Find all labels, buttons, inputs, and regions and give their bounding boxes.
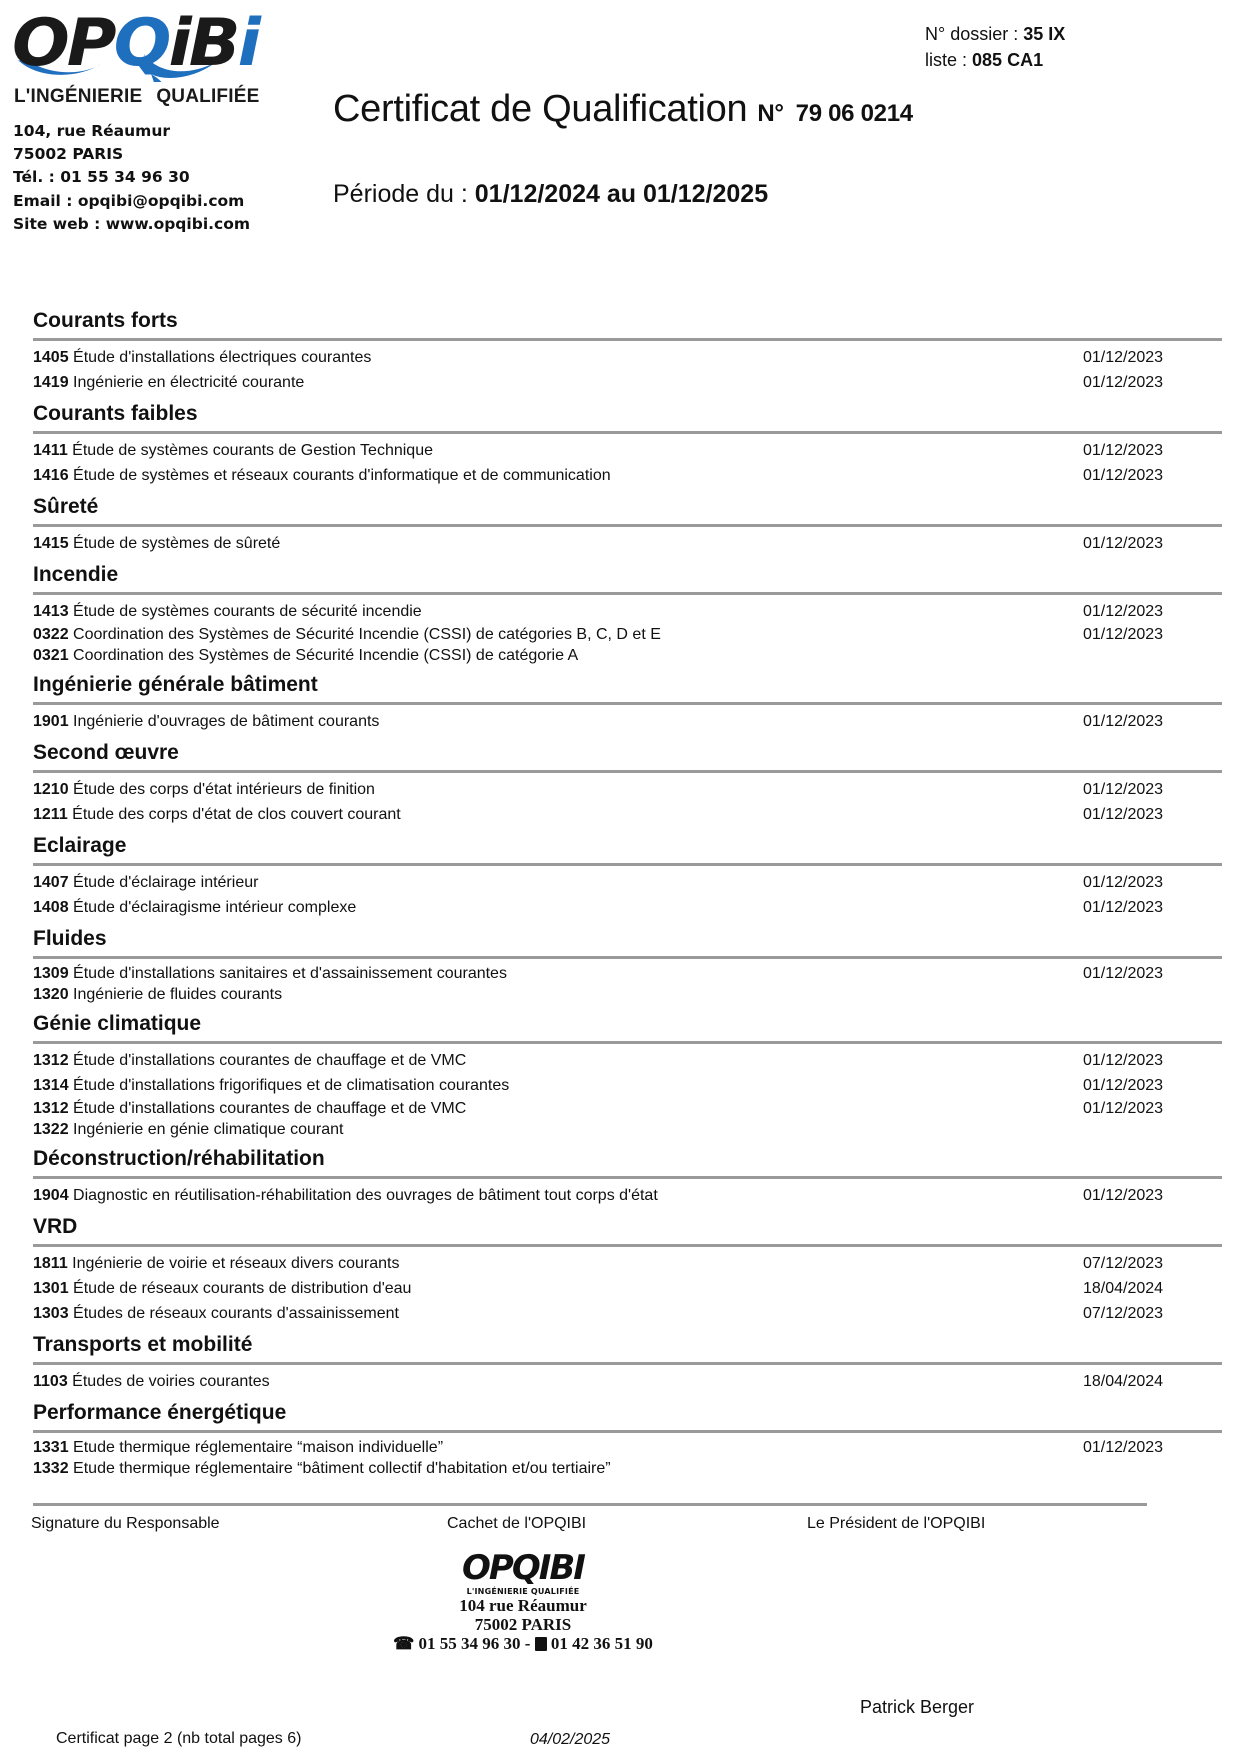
qualification-row bbox=[33, 870, 1222, 895]
qualification-list bbox=[33, 306, 1222, 1483]
address-website: Site web : www.opqibi.com bbox=[13, 214, 251, 233]
section-divider bbox=[33, 431, 1222, 434]
qualification-code: 1303 bbox=[33, 1305, 69, 1322]
qualification-date: 01/12/2023 bbox=[1083, 626, 1164, 643]
fax-icon bbox=[535, 1637, 547, 1651]
section-divider bbox=[33, 338, 1222, 341]
qualification-row bbox=[33, 1276, 1222, 1301]
section-divider bbox=[33, 956, 1222, 959]
section-title: VRD bbox=[33, 1215, 78, 1238]
qualification-section bbox=[33, 1330, 1222, 1394]
address-phone: Tél. : 01 55 34 96 30 bbox=[13, 168, 190, 187]
qualification-date: 01/12/2023 bbox=[1083, 899, 1164, 916]
stamp-phone: 01 55 34 96 30 bbox=[418, 1634, 521, 1653]
qualification-code: 1312 bbox=[33, 1052, 69, 1069]
qualification-section bbox=[33, 1144, 1222, 1208]
qualification-code: 1405 bbox=[33, 349, 69, 366]
qualification-date: 01/12/2023 bbox=[1083, 965, 1164, 982]
qualification-label: Ingénierie de voirie et réseaux divers courants bbox=[72, 1255, 400, 1272]
document-date: 04/02/2025 bbox=[530, 1731, 611, 1748]
qualification-code: 1331 bbox=[33, 1439, 69, 1456]
organization-address bbox=[13, 120, 250, 236]
section-divider bbox=[33, 592, 1222, 595]
qualification-row bbox=[33, 345, 1222, 370]
qualification-row bbox=[33, 777, 1222, 802]
qualification-date: 18/04/2024 bbox=[1083, 1373, 1164, 1390]
president-signature-area bbox=[795, 1545, 1095, 1685]
logo-tagline: L'INGÉNIERIE QUALIFIÉE bbox=[14, 86, 260, 107]
qualification-row bbox=[33, 895, 1222, 920]
qualification-code: 1407 bbox=[33, 874, 69, 891]
qualification-row bbox=[33, 531, 1222, 556]
qualification-code: 1408 bbox=[33, 899, 69, 916]
qualification-date: 01/12/2023 bbox=[1083, 467, 1164, 484]
validity-period bbox=[333, 180, 768, 209]
qualification-code: 1411 bbox=[33, 442, 68, 459]
stamp-address-city: 75002 PARIS bbox=[474, 1615, 572, 1634]
qualification-section bbox=[33, 560, 1222, 666]
section-title: Transports et mobilité bbox=[33, 1333, 253, 1356]
liste-value: 085 CA1 bbox=[972, 50, 1044, 70]
section-title: Fluides bbox=[33, 927, 107, 950]
section-title: Sûreté bbox=[33, 495, 99, 518]
qualification-row bbox=[33, 1437, 1222, 1458]
qualification-label: Étude des corps d'état intérieurs de finition bbox=[73, 781, 375, 798]
qualification-date: 01/12/2023 bbox=[1083, 874, 1164, 891]
qualification-date: 18/04/2024 bbox=[1083, 1280, 1164, 1297]
qualification-row bbox=[33, 438, 1222, 463]
qualification-code: 1415 bbox=[33, 535, 69, 552]
qualification-date: 01/12/2023 bbox=[1083, 1439, 1164, 1456]
qualification-code: 1210 bbox=[33, 781, 69, 798]
title-text: Certificat de Qualification bbox=[333, 88, 748, 130]
qualification-label: Étude de systèmes et réseaux courants d'informatique et de communication bbox=[73, 467, 611, 484]
qualification-row bbox=[33, 645, 1222, 666]
section-title: Courants faibles bbox=[33, 402, 198, 425]
period-value: 01/12/2024 au 01/12/2025 bbox=[474, 180, 769, 208]
qualification-date: 01/12/2023 bbox=[1083, 1077, 1164, 1094]
qualification-date: 01/12/2023 bbox=[1083, 603, 1164, 620]
qualification-row bbox=[33, 1119, 1222, 1140]
dossier-info bbox=[925, 21, 1065, 73]
qualification-section bbox=[33, 670, 1222, 734]
qualification-code: 1901 bbox=[33, 713, 69, 730]
qualification-label: Étude de réseaux courants de distribution d'eau bbox=[73, 1280, 412, 1297]
section-title: Ingénierie générale bâtiment bbox=[33, 673, 318, 696]
qualification-label: Étude d'éclairage intérieur bbox=[73, 874, 259, 891]
section-title: Incendie bbox=[33, 563, 119, 586]
signature-responsible-label: Signature du Responsable bbox=[31, 1515, 220, 1532]
qualification-label: Étude d'installations frigorifiques et de climatisation courantes bbox=[73, 1077, 510, 1094]
qualification-label: Etude thermique réglementaire “bâtiment collectif d'habitation et/ou tertiaire” bbox=[73, 1460, 611, 1477]
qualification-row bbox=[33, 599, 1222, 624]
qualification-row bbox=[33, 963, 1222, 984]
address-email: Email : opqibi@opqibi.com bbox=[13, 191, 245, 210]
qualification-code: 1811 bbox=[33, 1255, 68, 1272]
phone-icon: ☎ bbox=[393, 1634, 415, 1653]
liste-label: liste : bbox=[925, 50, 968, 70]
stamp-fax: 01 42 36 51 90 bbox=[550, 1634, 653, 1653]
qualification-date: 01/12/2023 bbox=[1083, 535, 1164, 552]
qualification-label: Ingénierie de fluides courants bbox=[73, 986, 283, 1003]
page-info: Certificat page 2 (nb total pages 6) bbox=[56, 1730, 302, 1747]
qualification-section bbox=[33, 1212, 1222, 1326]
stamp-logo: OPQIBI bbox=[462, 1548, 584, 1588]
qualification-code: 1413 bbox=[33, 603, 69, 620]
certificate-number: 79 06 0214 bbox=[795, 100, 913, 127]
qualification-row bbox=[33, 1073, 1222, 1098]
qualification-label: Ingénierie d'ouvrages de bâtiment courants bbox=[73, 713, 380, 730]
qualification-code: 0322 bbox=[33, 626, 69, 643]
qualification-date: 01/12/2023 bbox=[1083, 1052, 1164, 1069]
qualification-row bbox=[33, 1458, 1222, 1479]
president-label: Le Président de l'OPQIBI bbox=[807, 1515, 986, 1532]
qualification-section bbox=[33, 924, 1222, 1005]
section-divider bbox=[33, 524, 1222, 527]
opqibi-stamp bbox=[378, 1550, 668, 1654]
qualification-date: 07/12/2023 bbox=[1083, 1305, 1164, 1322]
qualification-label: Étude d'installations sanitaires et d'assainissement courantes bbox=[73, 965, 507, 982]
qualification-code: 1419 bbox=[33, 374, 69, 391]
qualification-date: 01/12/2023 bbox=[1083, 1187, 1164, 1204]
number-label: N° bbox=[757, 100, 784, 127]
qualification-label: Études de voiries courantes bbox=[72, 1373, 270, 1390]
stamp-address-street: 104 rue Réaumur bbox=[459, 1596, 587, 1615]
qualification-code: 1904 bbox=[33, 1187, 69, 1204]
opqibi-logo bbox=[12, 5, 280, 112]
qualification-section bbox=[33, 831, 1222, 920]
qualification-section bbox=[33, 306, 1222, 395]
qualification-section bbox=[33, 492, 1222, 556]
qualification-row bbox=[33, 709, 1222, 734]
section-title: Courants forts bbox=[33, 309, 178, 332]
qualification-row bbox=[33, 624, 1222, 645]
section-divider bbox=[33, 702, 1222, 705]
stamp-separator: - bbox=[524, 1634, 531, 1653]
qualification-date: 01/12/2023 bbox=[1083, 374, 1164, 391]
qualification-date: 01/12/2023 bbox=[1083, 349, 1164, 366]
qualification-row bbox=[33, 463, 1222, 488]
section-title: Déconstruction/réhabilitation bbox=[33, 1147, 325, 1170]
certificate-title bbox=[333, 88, 913, 131]
qualification-row bbox=[33, 1251, 1222, 1276]
qualification-row bbox=[33, 1048, 1222, 1073]
stamp-contact bbox=[378, 1634, 668, 1654]
logo-wordmark: OPQiBi bbox=[12, 5, 258, 82]
qualification-row bbox=[33, 1183, 1222, 1208]
qualification-date: 01/12/2023 bbox=[1083, 442, 1164, 459]
qualification-section bbox=[33, 738, 1222, 827]
section-divider bbox=[33, 1362, 1222, 1365]
qualification-date: 07/12/2023 bbox=[1083, 1255, 1164, 1272]
section-title: Génie climatique bbox=[33, 1012, 202, 1035]
president-name: Patrick Berger bbox=[860, 1697, 975, 1717]
section-divider bbox=[33, 770, 1222, 773]
qualification-row bbox=[33, 802, 1222, 827]
footer-divider bbox=[33, 1503, 1147, 1506]
qualification-section bbox=[33, 1009, 1222, 1140]
stamp-label: Cachet de l'OPQIBI bbox=[447, 1515, 587, 1532]
qualification-code: 1312 bbox=[33, 1100, 69, 1117]
section-title: Eclairage bbox=[33, 834, 127, 857]
qualification-label: Coordination des Systèmes de Sécurité Incendie (CSSI) de catégorie A bbox=[73, 647, 579, 664]
section-divider bbox=[33, 1244, 1222, 1247]
address-street: 104, rue Réaumur bbox=[13, 122, 170, 140]
qualification-code: 1416 bbox=[33, 467, 69, 484]
qualification-row bbox=[33, 1098, 1222, 1119]
qualification-label: Étude de systèmes de sûreté bbox=[73, 535, 281, 552]
qualification-code: 1103 bbox=[33, 1373, 68, 1390]
qualification-label: Étude d'installations électriques courantes bbox=[73, 349, 372, 366]
qualification-row bbox=[33, 1301, 1222, 1326]
qualification-label: Étude des corps d'état de clos couvert courant bbox=[72, 806, 401, 823]
dossier-label: N° dossier : bbox=[925, 24, 1019, 44]
qualification-code: 0321 bbox=[33, 647, 69, 664]
qualification-date: 01/12/2023 bbox=[1083, 806, 1164, 823]
qualification-label: Étude d'installations courantes de chauffage et de VMC bbox=[73, 1052, 467, 1069]
qualification-label: Étude d'installations courantes de chauffage et de VMC bbox=[73, 1100, 467, 1117]
qualification-row bbox=[33, 370, 1222, 395]
qualification-date: 01/12/2023 bbox=[1083, 713, 1164, 730]
stamp-tagline: L'INGÉNIERIE QUALIFIÉE bbox=[466, 1587, 580, 1596]
qualification-section bbox=[33, 1398, 1222, 1479]
qualification-label: Coordination des Systèmes de Sécurité Incendie (CSSI) de catégories B, C, D et E bbox=[73, 626, 661, 643]
qualification-code: 1320 bbox=[33, 986, 69, 1003]
qualification-code: 1332 bbox=[33, 1460, 69, 1477]
qualification-code: 1314 bbox=[33, 1077, 69, 1094]
qualification-row bbox=[33, 1369, 1222, 1394]
qualification-label: Ingénierie en électricité courante bbox=[73, 374, 305, 391]
section-divider bbox=[33, 863, 1222, 866]
section-title: Second œuvre bbox=[33, 741, 179, 764]
section-divider bbox=[33, 1430, 1222, 1433]
qualification-code: 1301 bbox=[33, 1280, 69, 1297]
qualification-date: 01/12/2023 bbox=[1083, 1100, 1164, 1117]
qualification-code: 1309 bbox=[33, 965, 69, 982]
qualification-label: Etude thermique réglementaire “maison individuelle” bbox=[73, 1439, 444, 1456]
qualification-label: Études de réseaux courants d'assainissement bbox=[73, 1305, 399, 1322]
qualification-code: 1322 bbox=[33, 1121, 69, 1138]
address-city: 75002 PARIS bbox=[13, 145, 124, 164]
section-divider bbox=[33, 1041, 1222, 1044]
section-title: Performance énergétique bbox=[33, 1401, 287, 1424]
qualification-section bbox=[33, 399, 1222, 488]
period-label: Période du : bbox=[333, 180, 468, 208]
qualification-label: Étude de systèmes courants de sécurité incendie bbox=[73, 603, 422, 620]
qualification-code: 1211 bbox=[33, 806, 68, 823]
dossier-value: 35 IX bbox=[1023, 24, 1066, 44]
qualification-date: 01/12/2023 bbox=[1083, 781, 1164, 798]
qualification-label: Étude de systèmes courants de Gestion Technique bbox=[72, 442, 433, 459]
qualification-label: Étude d'éclairagisme intérieur complexe bbox=[73, 899, 357, 916]
qualification-label: Ingénierie en génie climatique courant bbox=[73, 1121, 344, 1138]
qualification-row bbox=[33, 984, 1222, 1005]
section-divider bbox=[33, 1176, 1222, 1179]
qualification-label: Diagnostic en réutilisation-réhabilitation des ouvrages de bâtiment tout corps d'état bbox=[73, 1187, 658, 1204]
